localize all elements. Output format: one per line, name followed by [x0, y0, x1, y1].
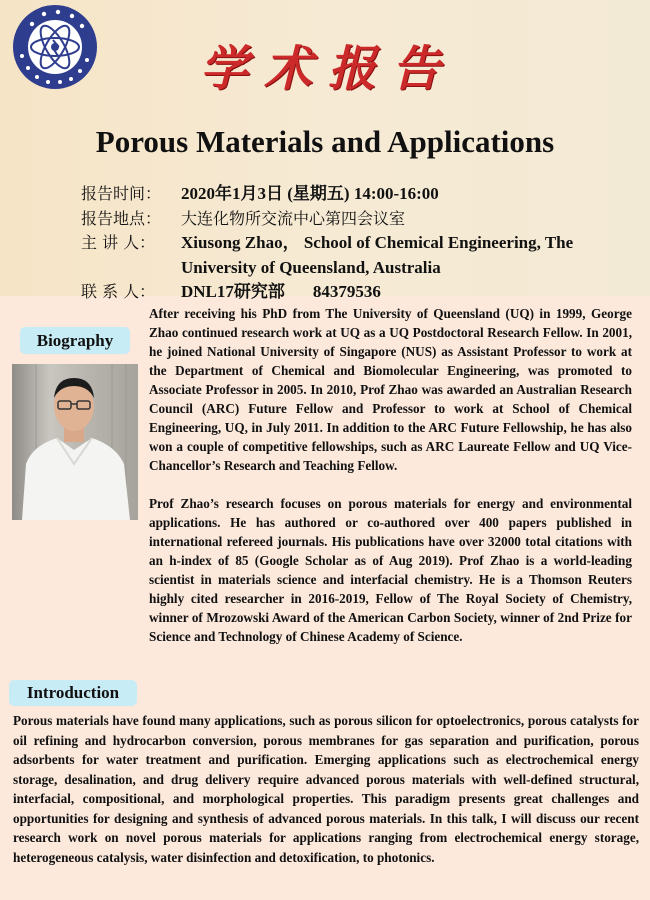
info-row-contact — [81, 280, 573, 305]
biography-paragraph: Prof Zhao’s research focuses on porous materials for energy and environmental applications. He has authored or co-authored over 400 papers published in international refereed journals. His publications have over 32000 total citations with an h-index of 85 (Google Scholar as of Aug 2019). Prof Zhao is a world-leading scientist in materials science and interfacial chemistry. He is a Thomson Reuters highly cited researcher in 2016-2019, Fellow of The Royal Society of Chemistry, winner of Mrozowski Award of the American Carbon Society, winner of 2nd Prize for Science and Technology of Chinese Academy of Science. — [149, 496, 632, 644]
talk-title: Porous Materials and Applications — [95, 124, 555, 159]
person-portrait-icon — [12, 364, 138, 520]
info-row-time — [81, 182, 573, 207]
introduction-heading: Introduction — [9, 680, 137, 706]
speaker-photo — [12, 364, 138, 520]
speaker-value: Xiusong Zhao， School of Chemical Engineering, The — [181, 233, 574, 252]
info-row-place — [81, 207, 573, 232]
banner-heading: 学术报告 — [200, 41, 457, 97]
biography-heading: Biography — [20, 327, 130, 354]
time-value: 2020年1月3日 (星期五) 14:00-16:00 — [181, 184, 439, 203]
event-info — [81, 182, 573, 305]
place-value: 大连化物所交流中心第四会议室 — [181, 208, 406, 228]
info-row-speaker — [81, 231, 573, 256]
biography-paragraph: After receiving his PhD from The University of Queensland (UQ) in 1999, George Zhao continued research work at UQ as a UQ Postdoctoral Research Fellow. In 2001, he joined National University of Singapore (NUS) as Assistant Professor to work at the Department of Chemical and Biomolecular Engineering, was promoted to Associate Professor in 2005. In 2010, Prof Zhao was awarded an Australian Research Council (ARC) Future Fellow and Professor to work at School of Chemical Engineering, UQ, in July 2011. In addition to the ARC Future Fellowship, he has also won a couple of competitive fellowships, such as ARC Laureate Fellow and UQ Vice-Chancellor’s Research and Teaching Fellow. — [149, 306, 632, 473]
atom-logo-icon — [12, 4, 98, 90]
institute-logo — [12, 4, 98, 90]
introduction-text: Porous materials have found many applications, such as porous silicon for optoelectronics, porous catalysts for oil refining and hydrocarbon conversion, porous membranes for gas separation and purification, porous adsorbents for water treatment and purification. Emerging applications such as electrochemical energy storage, desalination, and drug delivery require advanced porous materials with well-defined structural, interfacial, compositional, and morphological properties. This paradigm presents great challenges and opportunities for designing and synthesis of advanced porous materials. In this talk, I will discuss our recent research work on novel porous materials for applications ranging from electrochemical energy storage, heterogeneous catalysis, water disinfection and detoxification, to photonics. — [13, 713, 639, 865]
place-label: 报告地点： — [81, 208, 162, 228]
biography-text — [149, 304, 632, 665]
speaker-value-continued: University of Queensland, Australia — [181, 257, 441, 277]
contact-phone: 84379536 — [312, 282, 381, 301]
contact-label: 联 系 人： — [81, 282, 156, 301]
speaker-label: 主 讲 人： — [81, 233, 156, 252]
time-label: 报告时间： — [81, 184, 162, 203]
contact-dept: DNL17研究部 — [181, 282, 285, 301]
